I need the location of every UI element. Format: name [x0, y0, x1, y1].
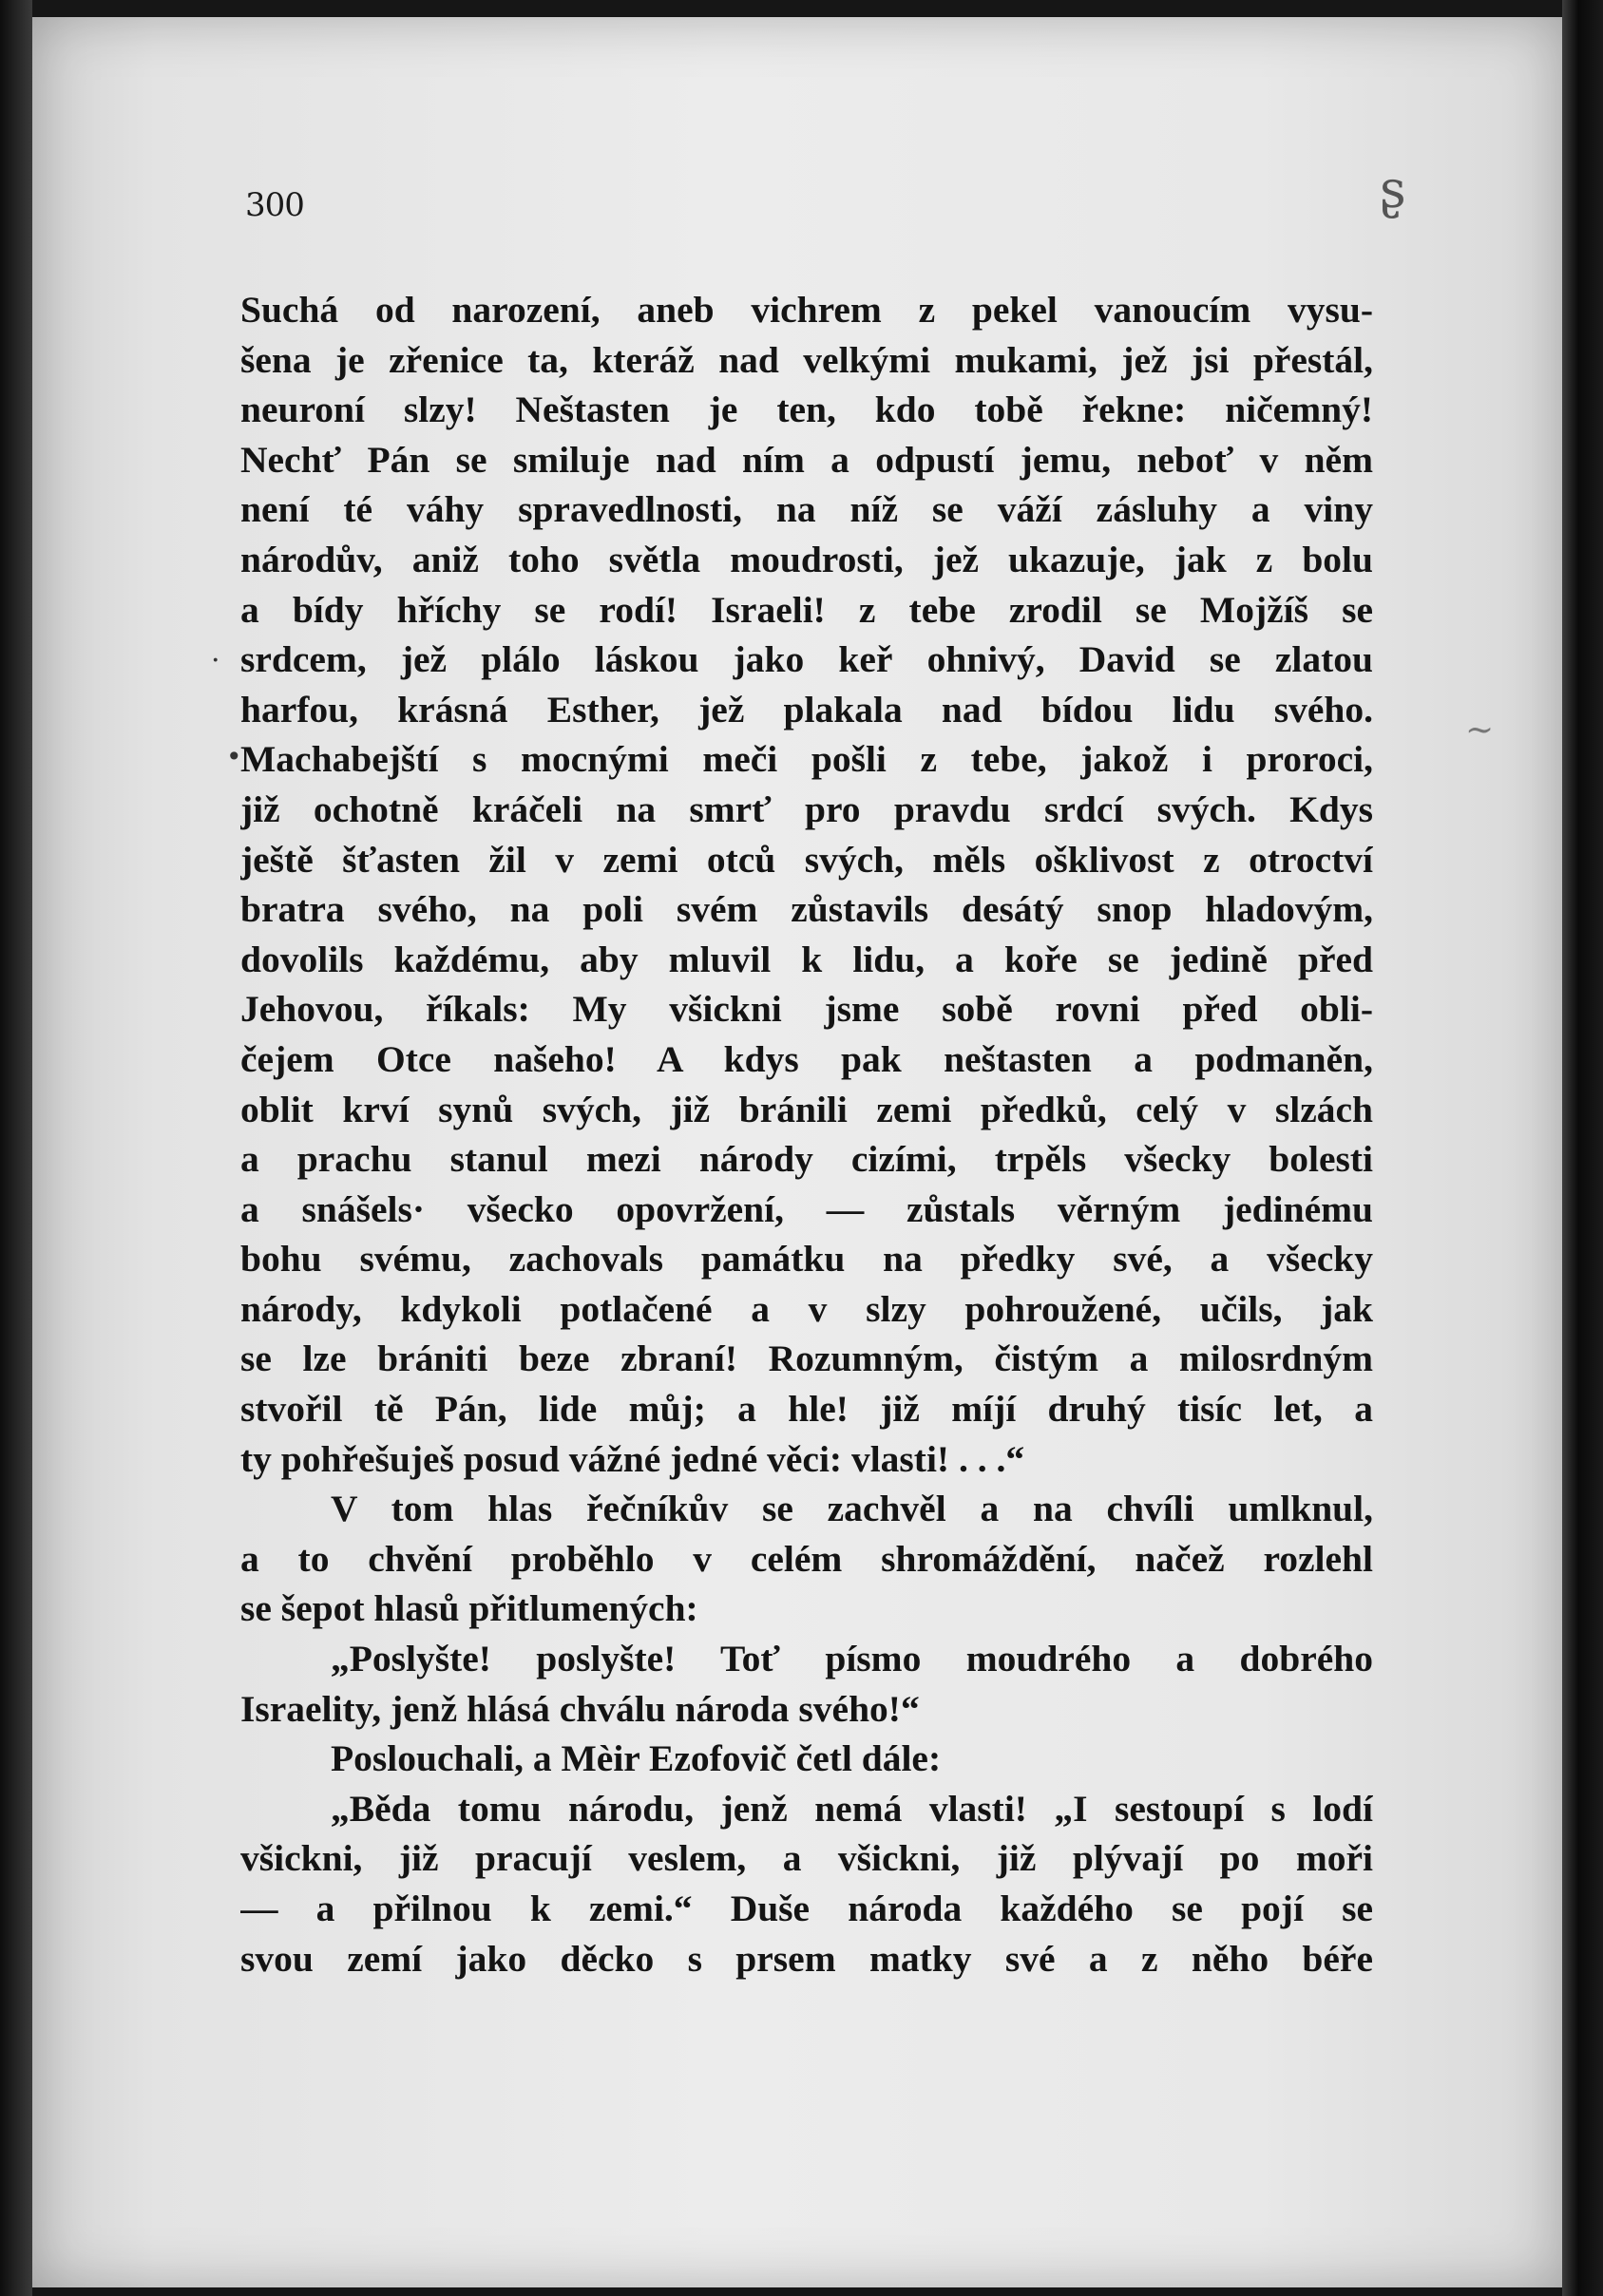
text-line: Suchá od narození, aneb vichrem z pekel vanoucím vysu-: [240, 289, 1373, 331]
margin-pencil-mark: ʂ: [1380, 160, 1406, 219]
text-line: srdcem, jež plálo láskou jako keř ohnivý, David se zlatou: [240, 638, 1373, 681]
text-line: národy, kdykoli potlačené a v slzy pohroužené, učils, jak: [240, 1287, 1373, 1330]
text-line: a to chvění proběhlo v celém shromáždění, načež rozlehl: [240, 1537, 1373, 1580]
text-line: všickni, již pracují veslem, a všickni, již plývají po moři: [240, 1837, 1373, 1880]
text-line: a snášels· všecko opovržení, — zůstals věrným jedinému: [240, 1187, 1373, 1230]
body-text: [240, 285, 1373, 1983]
margin-squiggle-mark: ~: [1465, 711, 1495, 750]
text-line: „Poslyšte! poslyšte! Toť písmo moudrého a dobrého: [331, 1638, 1373, 1680]
book-gutter-shadow: [0, 0, 32, 2296]
margin-dot-mark: •: [226, 741, 242, 772]
text-line: ještě šťasten žil v zemi otců svých, měls ošklivost z otroctví: [240, 838, 1373, 881]
text-line: dovolils každému, aby mluvil k lidu, a koře se jedině před: [240, 938, 1373, 980]
text-line: a prachu stanul mezi národy cizími, trpěls všecky bolesti: [240, 1138, 1373, 1181]
text-line: oblit krví synů svých, již bránili zemi předků, celý v slzách: [240, 1088, 1373, 1130]
text-line: Poslouchali, a Mèir Ezofovič četl dále:: [331, 1737, 942, 1780]
text-line: a bídy hříchy se rodí! Israeli! z tebe zrodil se Mojžíš se: [240, 588, 1373, 631]
text-line: Israelity, jenž hlásá chválu národa svého!“: [240, 1687, 920, 1730]
text-line: se lze brániti beze zbraní! Rozumným, čistým a milosrdným: [240, 1338, 1373, 1380]
text-line: Jehovou, říkals: My všickni jsme sobě rovni před obli-: [240, 988, 1373, 1031]
text-line: „Běda tomu národu, jenž nemá vlasti! „I sestoupí s lodí: [331, 1787, 1373, 1830]
text-line: harfou, krásná Esther, jež plakala nad bídou lidu svého.: [240, 688, 1373, 731]
text-line: ty pohřešuješ posud vážné jedné věci: vlasti! . . .“: [240, 1437, 1025, 1480]
text-line: — a přilnou k zemi.“ Duše národa každého se pojí se: [240, 1888, 1373, 1929]
text-line: již ochotně kráčeli na smrť pro pravdu srdcí svých. Kdys: [240, 787, 1373, 830]
text-line: svou zemí jako děcko s prsem matky své a z něho béře: [240, 1937, 1373, 1980]
page-edge-right: [1562, 0, 1603, 2296]
text-line: se šepot hlasů přitlumených:: [240, 1587, 698, 1630]
text-line: bohu svému, zachovals památku na předky své, a všecky: [240, 1238, 1373, 1281]
text-line: Nechť Pán se smiluje nad ním a odpustí jemu, neboť v něm: [240, 438, 1373, 481]
text-line: neuroní slzy! Neštasten je ten, kdo tobě řekne: ničemný!: [240, 389, 1373, 431]
text-line: čejem Otce našeho! A kdys pak neštasten a podmaněn,: [240, 1037, 1373, 1080]
text-line: bratra svého, na poli svém zůstavils desátý snop hladovým,: [240, 888, 1373, 931]
text-line: V tom hlas řečníkův se zachvěl a na chvíli umlknul,: [331, 1488, 1373, 1530]
text-line: šena je zřenice ta, kteráž nad velkými mukami, jež jsi přestál,: [240, 338, 1373, 381]
text-line: Machabejští s mocnými meči pošli z tebe, jakož i proroci,: [240, 738, 1373, 781]
text-line: stvořil tě Pán, lide můj; a hle! již míjí druhý tisíc let, a: [240, 1388, 1373, 1431]
text-line: národův, aniž toho světla moudrosti, jež ukazuje, jak z bolu: [240, 538, 1373, 580]
page-number: 300: [245, 186, 304, 224]
text-line: není té váhy spravedlnosti, na níž se váží zásluhy a viny: [240, 488, 1373, 531]
margin-dot-mark: ·: [211, 644, 220, 677]
